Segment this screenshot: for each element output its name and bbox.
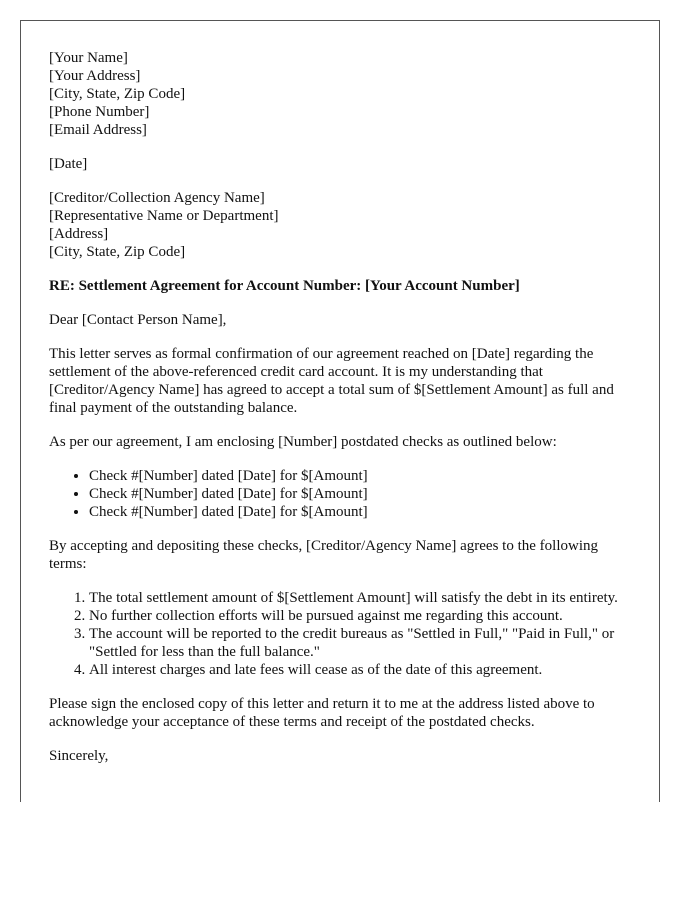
recipient-department: [Representative Name or Department] bbox=[49, 208, 279, 224]
sender-address: [Your Address] bbox=[49, 68, 141, 84]
checks-list bbox=[49, 467, 634, 521]
sender-block bbox=[49, 49, 634, 139]
list-item: 2. No further collection efforts will be pursued against me regarding this account. bbox=[89, 607, 634, 625]
recipient-block bbox=[49, 189, 634, 261]
list-item: 3. The account will be reported to the credit bureaus as "Settled in Full," "Paid in Full," or "Settled for less than the full balance." bbox=[89, 625, 634, 661]
recipient-city-state-zip: [City, State, Zip Code] bbox=[49, 244, 186, 260]
letter-content bbox=[49, 49, 634, 781]
list-item: • Check #[Number] dated [Date] for $[Amount] bbox=[89, 485, 634, 503]
list-item: 4. All interest charges and late fees will cease as of the date of this agreement. bbox=[89, 661, 634, 679]
terms-intro-paragraph: By accepting and depositing these checks, [Creditor/Agency Name] agrees to the following terms: bbox=[49, 538, 598, 572]
list-item: • Check #[Number] dated [Date] for $[Amount] bbox=[89, 503, 634, 521]
sender-phone: [Phone Number] bbox=[49, 104, 150, 120]
closing-paragraph: Please sign the enclosed copy of this letter and return it to me at the address listed above to acknowledge your acceptance of these terms and receipt of the postdated checks. bbox=[49, 696, 595, 730]
intro-paragraph: This letter serves as formal confirmation of our agreement reached on [Date] regarding the settlement of the above-referenced credit card account. It is my understanding that [Creditor/Agency Name] has agreed to accept a total sum of $[Settlement Amount] as full and final payment of the outstanding balance. bbox=[49, 346, 614, 416]
list-item: • Check #[Number] dated [Date] for $[Amount] bbox=[89, 467, 634, 485]
letter-page bbox=[20, 20, 660, 802]
recipient-address: [Address] bbox=[49, 226, 109, 242]
checks-intro-paragraph: As per our agreement, I am enclosing [Number] postdated checks as outlined below: bbox=[49, 434, 557, 450]
sender-city-state-zip: [City, State, Zip Code] bbox=[49, 86, 186, 102]
sender-name: [Your Name] bbox=[49, 50, 128, 66]
terms-list bbox=[49, 589, 634, 679]
list-item: 1. The total settlement amount of $[Settlement Amount] will satisfy the debt in its entirety. bbox=[89, 589, 634, 607]
salutation: Dear [Contact Person Name], bbox=[49, 312, 227, 328]
signoff: Sincerely, bbox=[49, 748, 109, 764]
sender-email: [Email Address] bbox=[49, 122, 147, 138]
date-line: [Date] bbox=[49, 156, 88, 172]
subject-line: RE: Settlement Agreement for Account Number: [Your Account Number] bbox=[49, 278, 520, 294]
recipient-name: [Creditor/Collection Agency Name] bbox=[49, 190, 265, 206]
